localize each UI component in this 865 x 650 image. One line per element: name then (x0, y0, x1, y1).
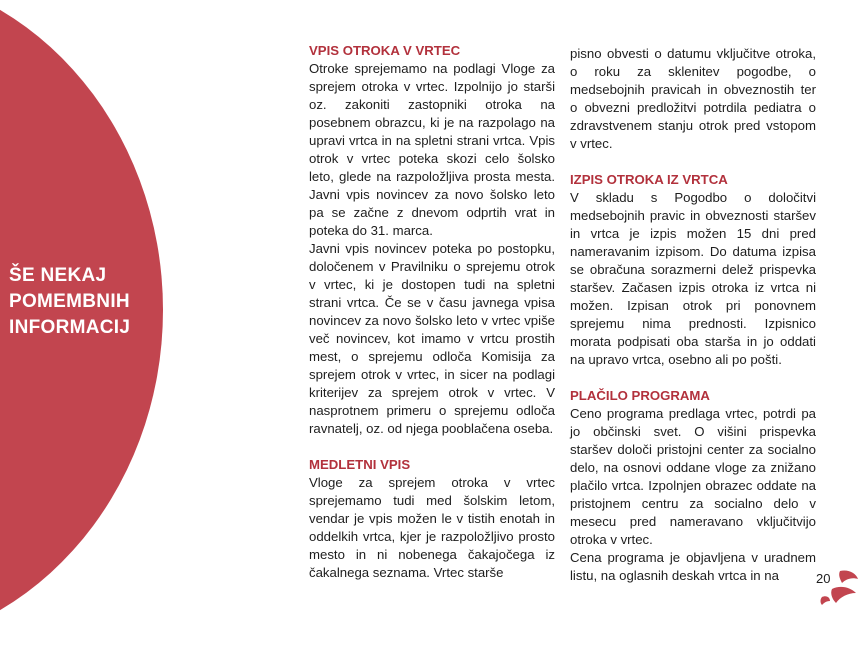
paw-print-icon (818, 567, 860, 611)
vpis-paragraph-2: Javni vpis novincev poteka po postopku, določenem v Pravilniku o sprejemu otrok v vrtec, ki je dostopen tudi na spletni strani vrtca. Če se v času javnega vpisa novincev za novo šolsko leto v vrtec vpiše več novincev, kot imamo v vrtcu prostih mest, o sprejemu odloča Komisija za sprejem otrok v vrtec, in sicer na podlagi kriterijev za sprejem otrok v vrtec. V nasprotnem primeru o sprejemu odloča ravnatelj, oz. od njega pooblačena oseba. (309, 241, 555, 436)
placilo-paragraph-2: Cena programa je objavljena v uradnem listu, na oglasnih deskah vrtca in na (570, 550, 816, 583)
page-number: 20 (816, 571, 831, 586)
heading-placilo: PLAČILO PROGRAMA (570, 388, 710, 403)
izpis-paragraph-1: V skladu s Pogodbo o določitvi medsebojnih pravic in obveznosti staršev in vrtca je izpis možen 15 dni pred nameravanim izpisom. Do datuma izpisa se obračuna sorazmerni delež prispevka staršev. Začasen izpis otroka iz vrtca ni možen. Izpisan otrok pri ponovnem sprejemu nima prednosti. Izpisnico morata podpisati oba starša in jo oddati na upravo vrtca, osebno ali po pošti. (570, 190, 816, 367)
heading-izpis: IZPIS OTROKA IZ VRTCA (570, 172, 728, 187)
medletni-paragraph-2: pisno obvesti o datumu vključitve otroka, o roku za sklenitev pogodbe, o medsebojnih pravicah in obveznostih ter o obvezni predložitvi potrdila pediatra o zdravstvenem stanju otrok pred vstopom v vrtec. (570, 46, 816, 151)
left-column (309, 42, 555, 582)
heading-vpis: VPIS OTROKA V VRTEC (309, 43, 461, 58)
sidebar-title: ŠE NEKAJ POMEMBNIH INFORMACIJ (9, 265, 131, 338)
placilo-paragraph-1: Ceno programa predlaga vrtec, potrdi pa jo občinski svet. O višini prispevka staršev določi pristojni center za socialno delo, na osnovi oddane vloge za znižano plačilo vrtca. Izpolnjen obrazec oddate na pristojnem centru za socialno delo v mesecu pred nameravano vključitvijo otroka v vrtec. (570, 406, 816, 547)
heading-medletni: MEDLETNI VPIS (309, 457, 411, 472)
right-column (570, 45, 816, 585)
vpis-paragraph-1: Otroke sprejemamo na podlagi Vloge za sprejem otroka v vrtec. Izpolnijo jo starši oz. zakoniti zastopniki otroka na posebnem obrazcu, ki je na razpolago na upravi vrtca in na spletni strani vrtca. Vpis otrok v vrtec poteka skozi celo šolsko leto, glede na razpoložljiva prosta mesta. Javni vpis novincev za novo šolsko leto pa se začne z dnevom odprtih vrat in poteka do 31. marca. (309, 61, 555, 238)
medletni-paragraph-1: Vloge za sprejem otroka v vrtec sprejemamo tudi med šolskim letom, vendar je vpis možen le v tistih enotah in oddelkih vrtca, kjer je razpoložljivo prosto mesto in ni nobenega čakajočega iz čakalnega seznama. Vrtec starše (309, 475, 555, 580)
